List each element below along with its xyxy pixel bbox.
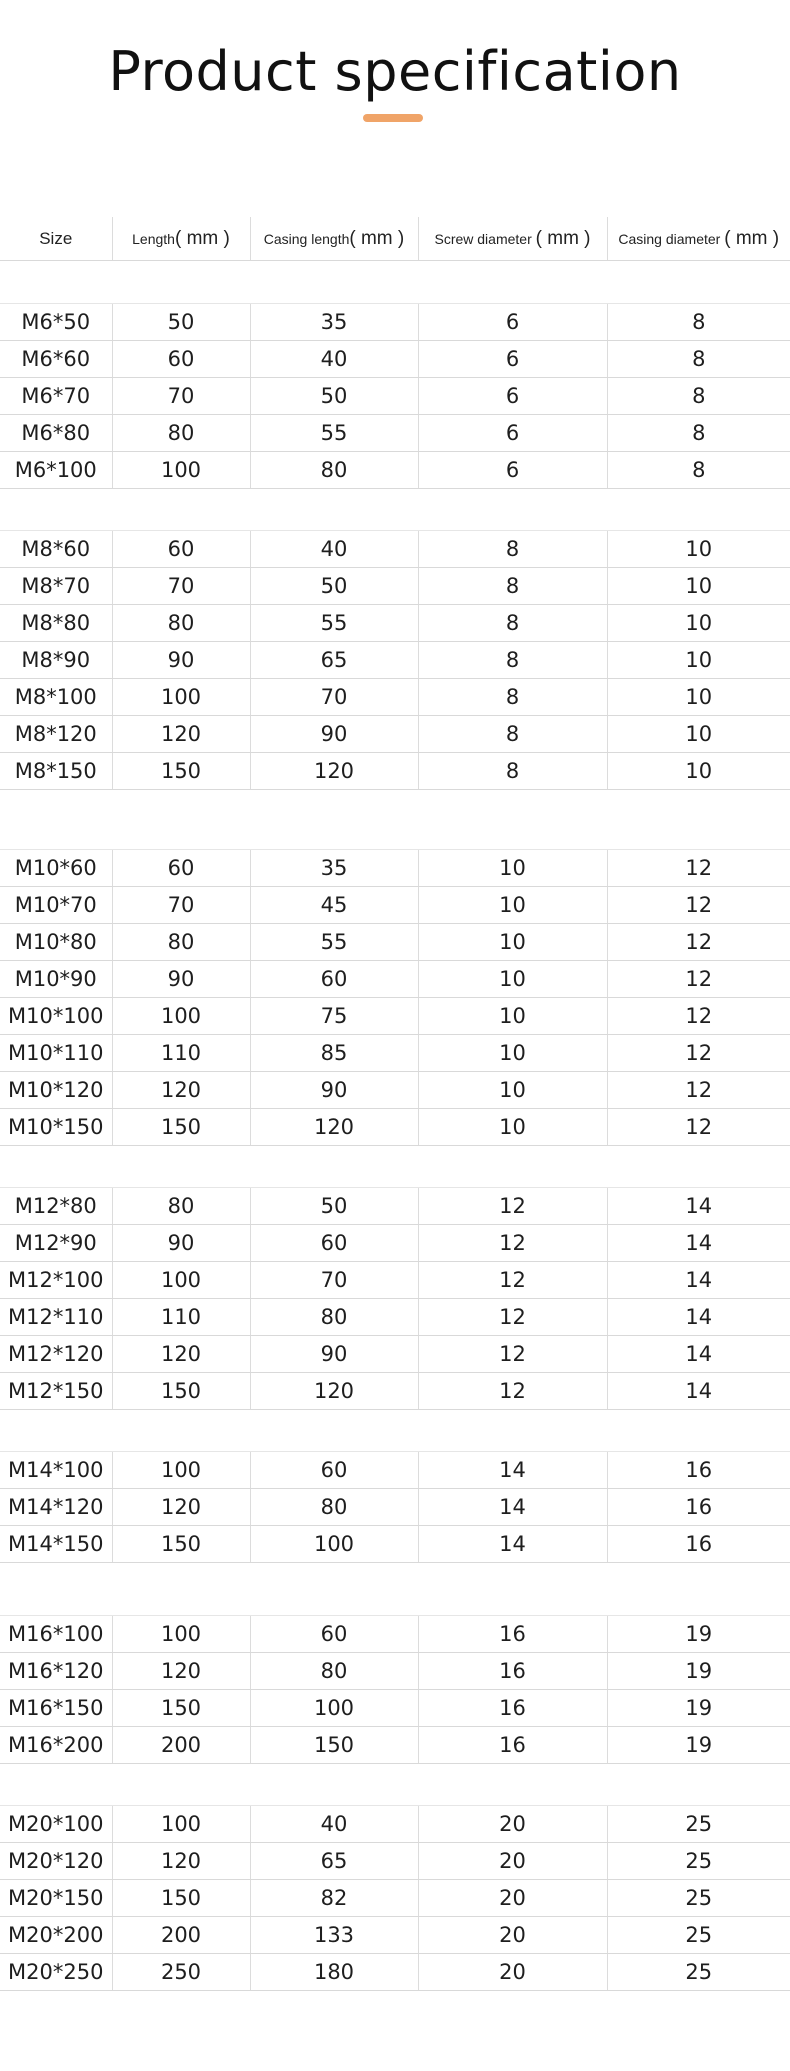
cell-casing-length: 120 [250,1109,418,1146]
header-screw-diameter-unit: ( mm ) [535,227,591,249]
cell-length: 120 [112,1489,250,1526]
cell-screw-diameter: 6 [418,341,607,378]
table-row [0,531,790,568]
cell-screw-diameter: 20 [418,1954,607,1991]
cell-screw-diameter: 10 [418,961,607,998]
table-row [0,1843,790,1880]
cell-casing-diameter: 14 [607,1225,790,1262]
cell-length: 70 [112,568,250,605]
table-row [0,1489,790,1526]
cell-casing-diameter: 19 [607,1727,790,1764]
header-size-label: Size [39,228,73,248]
cell-size: M6*80 [0,415,112,452]
table-row [0,679,790,716]
cell-casing-diameter: 8 [607,304,790,341]
cell-casing-length: 90 [250,1072,418,1109]
table-row [0,1035,790,1072]
cell-size: M16*100 [0,1616,112,1653]
cell-length: 80 [112,415,250,452]
header-casing-diameter-label: Casing diameter [618,230,721,247]
table-row [0,1954,790,1991]
cell-size: M16*150 [0,1690,112,1727]
table-row [0,1806,790,1843]
cell-casing-length: 150 [250,1727,418,1764]
cell-screw-diameter: 12 [418,1188,607,1225]
table-row [0,605,790,642]
cell-casing-diameter: 10 [607,716,790,753]
cell-casing-length: 65 [250,642,418,679]
page-title: Product specification [108,40,682,103]
cell-casing-diameter: 10 [607,568,790,605]
cell-casing-length: 40 [250,531,418,568]
cell-size: M16*120 [0,1653,112,1690]
cell-length: 90 [112,642,250,679]
table-row [0,1336,790,1373]
cell-casing-length: 120 [250,753,418,790]
group-spacer [0,1764,790,1806]
title-accent-bar [363,114,423,122]
cell-length: 60 [112,341,250,378]
cell-screw-diameter: 16 [418,1653,607,1690]
table-row [0,1690,790,1727]
cell-size: M8*60 [0,531,112,568]
cell-size: M10*90 [0,961,112,998]
cell-size: M10*150 [0,1109,112,1146]
cell-screw-diameter: 10 [418,998,607,1035]
cell-casing-length: 60 [250,1616,418,1653]
cell-length: 120 [112,716,250,753]
cell-length: 150 [112,753,250,790]
cell-screw-diameter: 10 [418,924,607,961]
table-row [0,452,790,489]
cell-casing-length: 100 [250,1526,418,1563]
cell-casing-diameter: 8 [607,452,790,489]
cell-screw-diameter: 8 [418,531,607,568]
cell-size: M20*100 [0,1806,112,1843]
cell-screw-diameter: 6 [418,304,607,341]
cell-size: M8*120 [0,716,112,753]
header-casing-length-unit: ( mm ) [349,227,405,249]
cell-size: M8*150 [0,753,112,790]
cell-casing-diameter: 16 [607,1526,790,1563]
cell-size: M8*80 [0,605,112,642]
cell-size: M14*120 [0,1489,112,1526]
table-row [0,1526,790,1563]
table-row [0,1452,790,1489]
cell-screw-diameter: 8 [418,568,607,605]
cell-casing-length: 40 [250,1806,418,1843]
cell-size: M12*90 [0,1225,112,1262]
cell-casing-diameter: 12 [607,887,790,924]
table-row [0,716,790,753]
group-spacer-row [0,1764,790,1806]
cell-length: 60 [112,531,250,568]
cell-casing-diameter: 8 [607,378,790,415]
cell-casing-diameter: 12 [607,961,790,998]
table-header-row [0,217,790,261]
cell-casing-length: 55 [250,924,418,961]
cell-casing-length: 120 [250,1373,418,1410]
cell-size: M20*150 [0,1880,112,1917]
cell-casing-length: 50 [250,1188,418,1225]
cell-casing-length: 180 [250,1954,418,1991]
table-row [0,1880,790,1917]
table-row [0,568,790,605]
cell-casing-diameter: 19 [607,1653,790,1690]
table-row [0,642,790,679]
cell-length: 80 [112,924,250,961]
cell-casing-diameter: 14 [607,1299,790,1336]
table-row [0,1225,790,1262]
cell-casing-diameter: 14 [607,1188,790,1225]
cell-casing-diameter: 19 [607,1690,790,1727]
table-row [0,753,790,790]
cell-screw-diameter: 10 [418,1109,607,1146]
cell-length: 100 [112,1262,250,1299]
cell-casing-diameter: 25 [607,1880,790,1917]
table-row [0,998,790,1035]
cell-size: M12*110 [0,1299,112,1336]
cell-casing-length: 60 [250,1225,418,1262]
group-spacer-row [0,1563,790,1616]
cell-casing-diameter: 25 [607,1954,790,1991]
cell-casing-diameter: 10 [607,753,790,790]
cell-casing-diameter: 10 [607,679,790,716]
cell-size: M8*70 [0,568,112,605]
page-header [0,0,790,220]
cell-casing-length: 35 [250,850,418,887]
table-row [0,1109,790,1146]
cell-screw-diameter: 6 [418,452,607,489]
cell-size: M20*250 [0,1954,112,1991]
cell-length: 120 [112,1653,250,1690]
cell-screw-diameter: 20 [418,1917,607,1954]
header-screw-diameter-label: Screw diameter [434,230,532,247]
cell-size: M6*100 [0,452,112,489]
header-casing-diameter [607,217,790,261]
cell-screw-diameter: 16 [418,1616,607,1653]
table-row [0,887,790,924]
table-row [0,924,790,961]
cell-casing-diameter: 25 [607,1843,790,1880]
cell-casing-length: 90 [250,716,418,753]
cell-size: M10*110 [0,1035,112,1072]
cell-casing-diameter: 25 [607,1806,790,1843]
cell-screw-diameter: 8 [418,679,607,716]
group-spacer [0,261,790,304]
cell-casing-length: 35 [250,304,418,341]
cell-screw-diameter: 16 [418,1727,607,1764]
cell-size: M6*50 [0,304,112,341]
cell-casing-length: 80 [250,1489,418,1526]
cell-screw-diameter: 10 [418,1035,607,1072]
cell-size: M12*120 [0,1336,112,1373]
cell-casing-diameter: 8 [607,415,790,452]
table-row [0,961,790,998]
cell-length: 250 [112,1954,250,1991]
cell-screw-diameter: 6 [418,415,607,452]
cell-screw-diameter: 6 [418,378,607,415]
cell-size: M12*80 [0,1188,112,1225]
cell-casing-length: 65 [250,1843,418,1880]
cell-screw-diameter: 12 [418,1262,607,1299]
cell-length: 100 [112,452,250,489]
cell-screw-diameter: 20 [418,1806,607,1843]
group-spacer-row [0,1410,790,1452]
cell-casing-diameter: 10 [607,605,790,642]
cell-casing-length: 80 [250,452,418,489]
cell-casing-diameter: 16 [607,1489,790,1526]
cell-length: 100 [112,998,250,1035]
cell-length: 120 [112,1336,250,1373]
specification-table [0,217,790,1991]
group-spacer [0,1146,790,1188]
cell-casing-length: 45 [250,887,418,924]
group-spacer [0,790,790,850]
cell-length: 90 [112,1225,250,1262]
cell-length: 150 [112,1690,250,1727]
table-row [0,1727,790,1764]
cell-casing-diameter: 12 [607,924,790,961]
cell-casing-length: 90 [250,1336,418,1373]
cell-casing-length: 70 [250,679,418,716]
table-row [0,1262,790,1299]
cell-size: M20*120 [0,1843,112,1880]
cell-length: 100 [112,679,250,716]
cell-size: M10*120 [0,1072,112,1109]
cell-size: M10*60 [0,850,112,887]
cell-casing-diameter: 10 [607,642,790,679]
group-spacer [0,489,790,531]
cell-length: 200 [112,1917,250,1954]
cell-casing-length: 85 [250,1035,418,1072]
cell-casing-diameter: 10 [607,531,790,568]
cell-screw-diameter: 8 [418,753,607,790]
table-row [0,415,790,452]
cell-length: 120 [112,1072,250,1109]
cell-casing-length: 82 [250,1880,418,1917]
cell-casing-diameter: 14 [607,1262,790,1299]
table-row [0,1188,790,1225]
cell-screw-diameter: 8 [418,642,607,679]
cell-casing-length: 133 [250,1917,418,1954]
cell-screw-diameter: 10 [418,887,607,924]
group-spacer [0,1563,790,1616]
cell-size: M10*100 [0,998,112,1035]
cell-size: M12*100 [0,1262,112,1299]
header-length-label: Length [132,230,175,247]
cell-casing-diameter: 12 [607,1035,790,1072]
cell-casing-length: 60 [250,961,418,998]
cell-screw-diameter: 16 [418,1690,607,1727]
cell-screw-diameter: 10 [418,1072,607,1109]
cell-length: 80 [112,1188,250,1225]
cell-size: M10*80 [0,924,112,961]
header-length-unit: ( mm ) [174,227,230,249]
header-casing-length-label: Casing length [263,230,350,247]
cell-screw-diameter: 10 [418,850,607,887]
cell-size: M12*150 [0,1373,112,1410]
cell-casing-length: 80 [250,1653,418,1690]
cell-size: M14*150 [0,1526,112,1563]
cell-screw-diameter: 12 [418,1336,607,1373]
cell-screw-diameter: 12 [418,1373,607,1410]
table-row [0,341,790,378]
table-body [0,261,790,1991]
cell-screw-diameter: 12 [418,1225,607,1262]
table-row [0,1299,790,1336]
cell-size: M10*70 [0,887,112,924]
cell-size: M20*200 [0,1917,112,1954]
cell-length: 110 [112,1035,250,1072]
group-spacer-row [0,261,790,304]
cell-size: M8*100 [0,679,112,716]
cell-casing-diameter: 12 [607,850,790,887]
cell-length: 110 [112,1299,250,1336]
cell-casing-length: 50 [250,378,418,415]
group-spacer-row [0,489,790,531]
cell-screw-diameter: 12 [418,1299,607,1336]
header-length [112,217,250,261]
cell-casing-length: 55 [250,415,418,452]
cell-casing-diameter: 8 [607,341,790,378]
cell-length: 150 [112,1373,250,1410]
cell-casing-length: 75 [250,998,418,1035]
table-row [0,1373,790,1410]
cell-length: 70 [112,887,250,924]
table-row [0,378,790,415]
cell-screw-diameter: 14 [418,1489,607,1526]
cell-length: 150 [112,1880,250,1917]
cell-casing-diameter: 25 [607,1917,790,1954]
cell-length: 120 [112,1843,250,1880]
cell-screw-diameter: 14 [418,1452,607,1489]
table-row [0,850,790,887]
group-spacer-row [0,790,790,850]
cell-casing-length: 100 [250,1690,418,1727]
cell-size: M6*60 [0,341,112,378]
group-spacer-row [0,1146,790,1188]
cell-screw-diameter: 8 [418,605,607,642]
cell-length: 200 [112,1727,250,1764]
cell-screw-diameter: 8 [418,716,607,753]
cell-size: M8*90 [0,642,112,679]
cell-length: 50 [112,304,250,341]
cell-length: 100 [112,1806,250,1843]
cell-casing-length: 50 [250,568,418,605]
table-row [0,1616,790,1653]
table-row [0,304,790,341]
cell-length: 100 [112,1616,250,1653]
cell-screw-diameter: 14 [418,1526,607,1563]
table-row [0,1917,790,1954]
cell-casing-diameter: 14 [607,1373,790,1410]
cell-size: M14*100 [0,1452,112,1489]
header-size [0,217,112,261]
cell-casing-diameter: 16 [607,1452,790,1489]
cell-length: 60 [112,850,250,887]
cell-size: M16*200 [0,1727,112,1764]
cell-casing-length: 40 [250,341,418,378]
header-casing-diameter-unit: ( mm ) [724,227,780,249]
cell-screw-diameter: 20 [418,1880,607,1917]
cell-casing-diameter: 12 [607,998,790,1035]
header-casing-length [250,217,418,261]
cell-length: 90 [112,961,250,998]
table-row [0,1653,790,1690]
cell-size: M6*70 [0,378,112,415]
cell-length: 150 [112,1109,250,1146]
group-spacer [0,1410,790,1452]
cell-casing-length: 60 [250,1452,418,1489]
cell-casing-diameter: 12 [607,1072,790,1109]
cell-casing-length: 55 [250,605,418,642]
cell-length: 80 [112,605,250,642]
cell-casing-diameter: 19 [607,1616,790,1653]
header-screw-diameter [418,217,607,261]
cell-length: 150 [112,1526,250,1563]
cell-casing-diameter: 14 [607,1336,790,1373]
cell-casing-length: 70 [250,1262,418,1299]
cell-casing-diameter: 12 [607,1109,790,1146]
cell-length: 70 [112,378,250,415]
table-row [0,1072,790,1109]
cell-length: 100 [112,1452,250,1489]
cell-screw-diameter: 20 [418,1843,607,1880]
cell-casing-length: 80 [250,1299,418,1336]
